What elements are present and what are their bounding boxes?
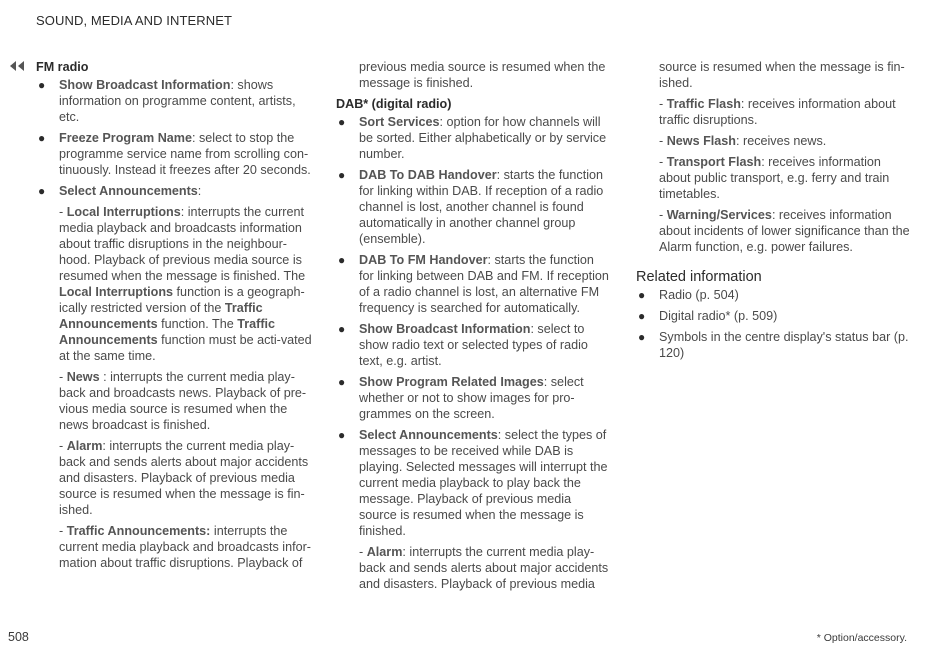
description: : interrupts the current media play-back and sends alerts about major accidents and disasters. Playback of previous media source is resumed when the message is fin-ished.	[59, 439, 309, 517]
description: : option for how channels will be sorted. Either alphabetically or by service number.	[359, 115, 607, 161]
description: : interrupts the current media play-back and sends alerts about major accidents and disasters. Playback of previous media	[359, 545, 609, 591]
sub-item-news	[59, 369, 312, 433]
fm-radio-list	[36, 77, 312, 571]
term: Transport Flash	[666, 155, 762, 169]
term: News Flash	[666, 134, 736, 148]
related-link[interactable]	[636, 287, 912, 303]
term: Warning/Services	[666, 208, 772, 222]
bullet-icon: ●	[338, 428, 346, 442]
bullet-icon: ●	[638, 330, 646, 344]
sub-item-transport-flash	[636, 154, 912, 202]
list-item	[336, 167, 612, 247]
description: : interrupts the current media playback and broadcasts information about traffic disruptions in the neighbour-hood. Playback of previous media source is resumed when the message is finished. The	[59, 205, 306, 283]
bullet-icon: ●	[338, 115, 346, 129]
page-header: SOUND, MEDIA AND INTERNET	[36, 13, 233, 28]
sub-item-alarm	[59, 438, 312, 518]
description: function is a geograph-ically restricted version of the	[59, 285, 305, 315]
description: : interrupts the current media play-back and broadcasts news. Playback of pre-vious media source is resumed when the news broadcast is finished.	[59, 370, 307, 432]
dash: -	[659, 134, 667, 148]
list-item	[36, 77, 312, 125]
description: : starts the function for linking between DAB and FM. If reception of a radio channel is lost, an alternative FM frequency is searched for automatically.	[359, 253, 609, 315]
section-title-fm-radio: FM radio	[36, 60, 89, 74]
description: : select to stop the programme service name from scrolling con-tinuously. Instead it freezes after 20 seconds.	[59, 131, 311, 177]
description: : receives information about traffic disruptions.	[659, 97, 896, 127]
bullet-icon: ●	[38, 78, 46, 92]
bullet-icon: ●	[638, 288, 646, 302]
term: Select Announcements	[359, 428, 498, 442]
page-number: 508	[8, 630, 29, 644]
dash: -	[659, 208, 667, 222]
related-link-label[interactable]: Radio (p. 504)	[659, 288, 739, 302]
description: :	[197, 184, 202, 198]
dash: -	[59, 370, 67, 384]
term: Select Announcements	[59, 184, 198, 198]
description: : receives information about incidents of lower significance than the Alarm function, e.g. power failures.	[659, 208, 910, 254]
dash: -	[659, 155, 667, 169]
description: function must be acti-vated at the same time.	[59, 333, 312, 363]
list-item	[336, 321, 612, 369]
term: DAB To FM Handover	[359, 253, 488, 267]
term: Show Program Related Images	[359, 375, 544, 389]
description: : shows information on programme content, artists, etc.	[59, 78, 296, 124]
sub-item-news-flash	[636, 133, 912, 149]
term: Traffic Flash	[666, 97, 741, 111]
related-link-label[interactable]: Symbols in the centre display's status bar (p. 120)	[659, 330, 909, 360]
list-item	[336, 374, 612, 422]
description: : select whether or not to show images for pro-grammes on the screen.	[359, 375, 584, 421]
related-link[interactable]	[636, 329, 912, 361]
sub-item-local-interruptions	[59, 204, 312, 364]
description: function. The	[157, 317, 238, 331]
list-item	[36, 130, 312, 178]
bullet-icon: ●	[338, 375, 346, 389]
bullet-icon: ●	[338, 322, 346, 336]
dab-list	[336, 114, 612, 592]
term: Sort Services	[359, 115, 440, 129]
dash: -	[659, 97, 667, 111]
term: Traffic Announcements	[59, 301, 263, 331]
sub-item-alarm	[359, 544, 612, 592]
term: Alarm	[366, 545, 403, 559]
double-chevron-left-icon[interactable]	[9, 60, 25, 72]
related-link-label[interactable]: Digital radio* (p. 509)	[659, 309, 778, 323]
related-list	[636, 287, 912, 361]
description: : receives information about public transport, e.g. ferry and train timetables.	[659, 155, 890, 201]
list-item	[336, 114, 612, 162]
list-item	[336, 427, 612, 592]
dash: -	[59, 205, 67, 219]
description: : starts the function for linking within DAB. If reception of a radio channel is lost, another channel is found automatically in another channel group (ensemble).	[359, 168, 604, 246]
section-title-dab: DAB* (digital radio)	[336, 97, 452, 111]
term: Show Broadcast Information	[59, 78, 231, 92]
term: Alarm	[66, 439, 103, 453]
term: Traffic Announcements	[59, 317, 276, 347]
dash: -	[59, 524, 67, 538]
list-item	[336, 252, 612, 316]
term: Freeze Program Name	[59, 131, 192, 145]
list-item	[36, 183, 312, 571]
bullet-icon: ●	[38, 131, 46, 145]
column-1	[36, 59, 312, 576]
sub-item-warning-services	[636, 207, 912, 255]
column-3	[636, 59, 912, 366]
term: Show Broadcast Information	[359, 322, 531, 336]
footnote: * Option/accessory.	[816, 632, 907, 644]
bullet-icon: ●	[38, 184, 46, 198]
term: Local Interruptions	[66, 205, 181, 219]
related-link[interactable]	[636, 308, 912, 324]
bullet-icon: ●	[638, 309, 646, 323]
dash: -	[359, 545, 367, 559]
term: Traffic Announcements:	[66, 524, 211, 538]
column-2	[336, 59, 612, 597]
sub-item-traffic-flash	[636, 96, 912, 128]
term: DAB To DAB Handover	[359, 168, 497, 182]
bullet-icon: ●	[338, 168, 346, 182]
dash: -	[59, 439, 67, 453]
term: Local Interruptions	[59, 285, 174, 299]
description: : select to show radio text or selected types of radio text, e.g. artist.	[359, 322, 588, 368]
description: interrupts the current media playback and broadcasts infor-mation about traffic disruptions. Playback of	[59, 524, 312, 570]
term: News	[66, 370, 100, 384]
related-information-title: Related information	[636, 269, 762, 285]
description: : select the types of messages to be received while DAB is playing. Selected messages will interrupt the current media playback to play back the message. Playback of previous media source is resumed when the message is finished.	[359, 428, 608, 538]
continuation-text: previous media source is resumed when the message is finished.	[359, 60, 606, 90]
sub-item-traffic-announcements	[59, 523, 312, 571]
bullet-icon: ●	[338, 253, 346, 267]
continuation-text: source is resumed when the message is fin-ished.	[659, 60, 905, 90]
description: : receives news.	[736, 134, 827, 148]
